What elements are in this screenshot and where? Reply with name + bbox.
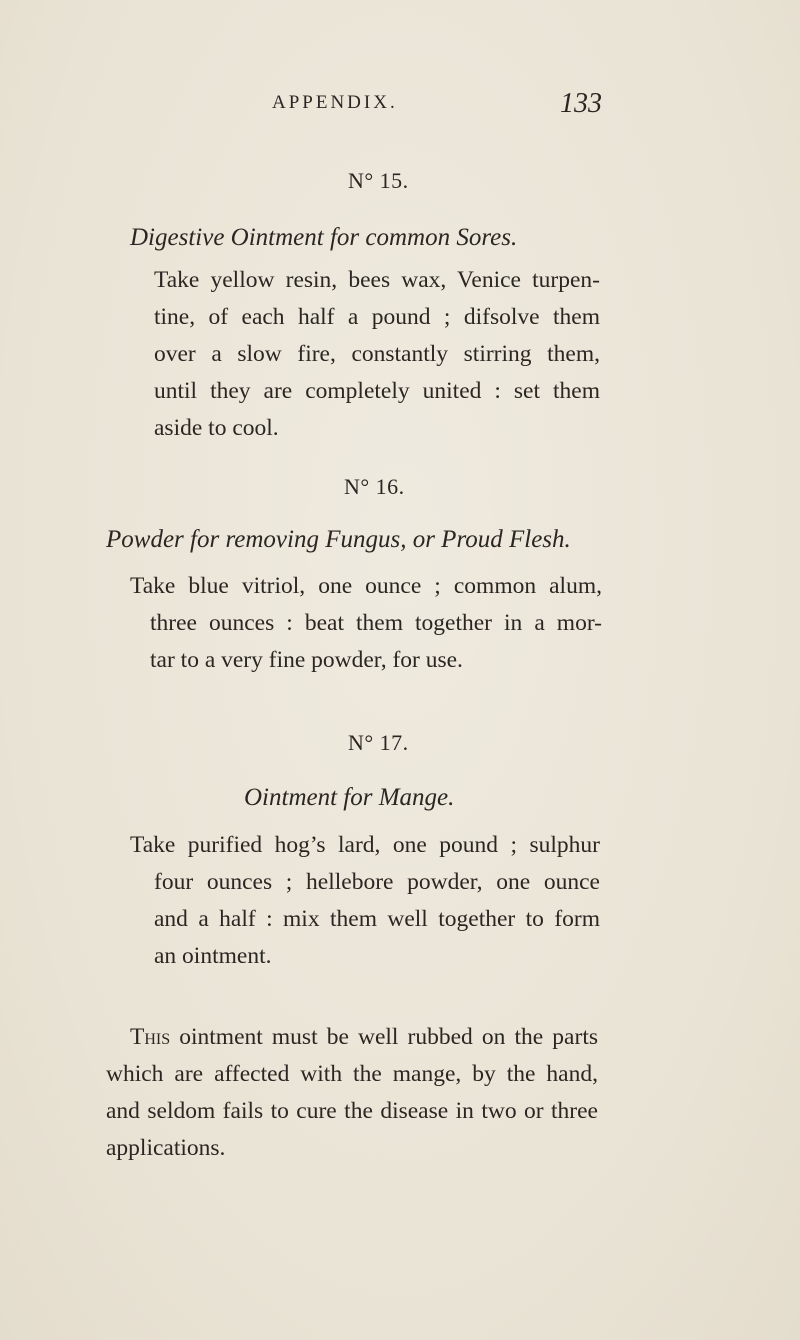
- drop-word: This: [130, 1024, 171, 1050]
- text-line: which are affected with the mange, by the hand,: [106, 1061, 598, 1087]
- text-line: tar to a very fine powder, for use.: [150, 647, 463, 673]
- text-line: Take purified hog’s lard, one pound ; sulphur: [130, 832, 600, 858]
- text-line-rest: ointment must be well rubbed on the parts: [170, 1024, 598, 1050]
- page-number: 133: [560, 88, 602, 119]
- text-line: an ointment.: [154, 943, 272, 969]
- entry-number-16: N° 16.: [344, 474, 405, 499]
- text-line: three ounces : beat them together in a mor-: [150, 610, 602, 636]
- text-line: aside to cool.: [154, 415, 279, 441]
- entry-body-16: [130, 568, 602, 679]
- closing-paragraph: [106, 1019, 598, 1167]
- text-line: four ounces ; hellebore powder, one ounce: [154, 869, 600, 895]
- entry-title-15: Digestive Ointment for common Sores.: [130, 224, 518, 251]
- text-line: Take blue vitriol, one ounce ; common alum,: [130, 573, 602, 599]
- entry-title-17: Ointment for Mange.: [244, 784, 455, 811]
- text-line: applications.: [106, 1135, 226, 1161]
- entry-title-16: Powder for removing Fungus, or Proud Flesh.: [106, 526, 571, 553]
- text-line: and seldom fails to cure the disease in two or three: [106, 1098, 598, 1124]
- entry-number-15: N° 15.: [348, 168, 409, 193]
- entry-body-15: [130, 262, 600, 447]
- text-line: [106, 1019, 598, 1056]
- entry-body-17: [130, 827, 600, 975]
- running-title: APPENDIX.: [272, 92, 398, 113]
- text-line: Take yellow resin, bees wax, Venice turpen-: [154, 267, 600, 293]
- running-head: [272, 88, 612, 128]
- entry-number-17: N° 17.: [348, 730, 409, 755]
- text-line: until they are completely united : set them: [154, 378, 600, 404]
- text-line: over a slow fire, constantly stirring them,: [154, 341, 600, 367]
- text-line: tine, of each half a pound ; difsolve them: [154, 304, 600, 330]
- text-line: and a half : mix them well together to form: [154, 906, 600, 932]
